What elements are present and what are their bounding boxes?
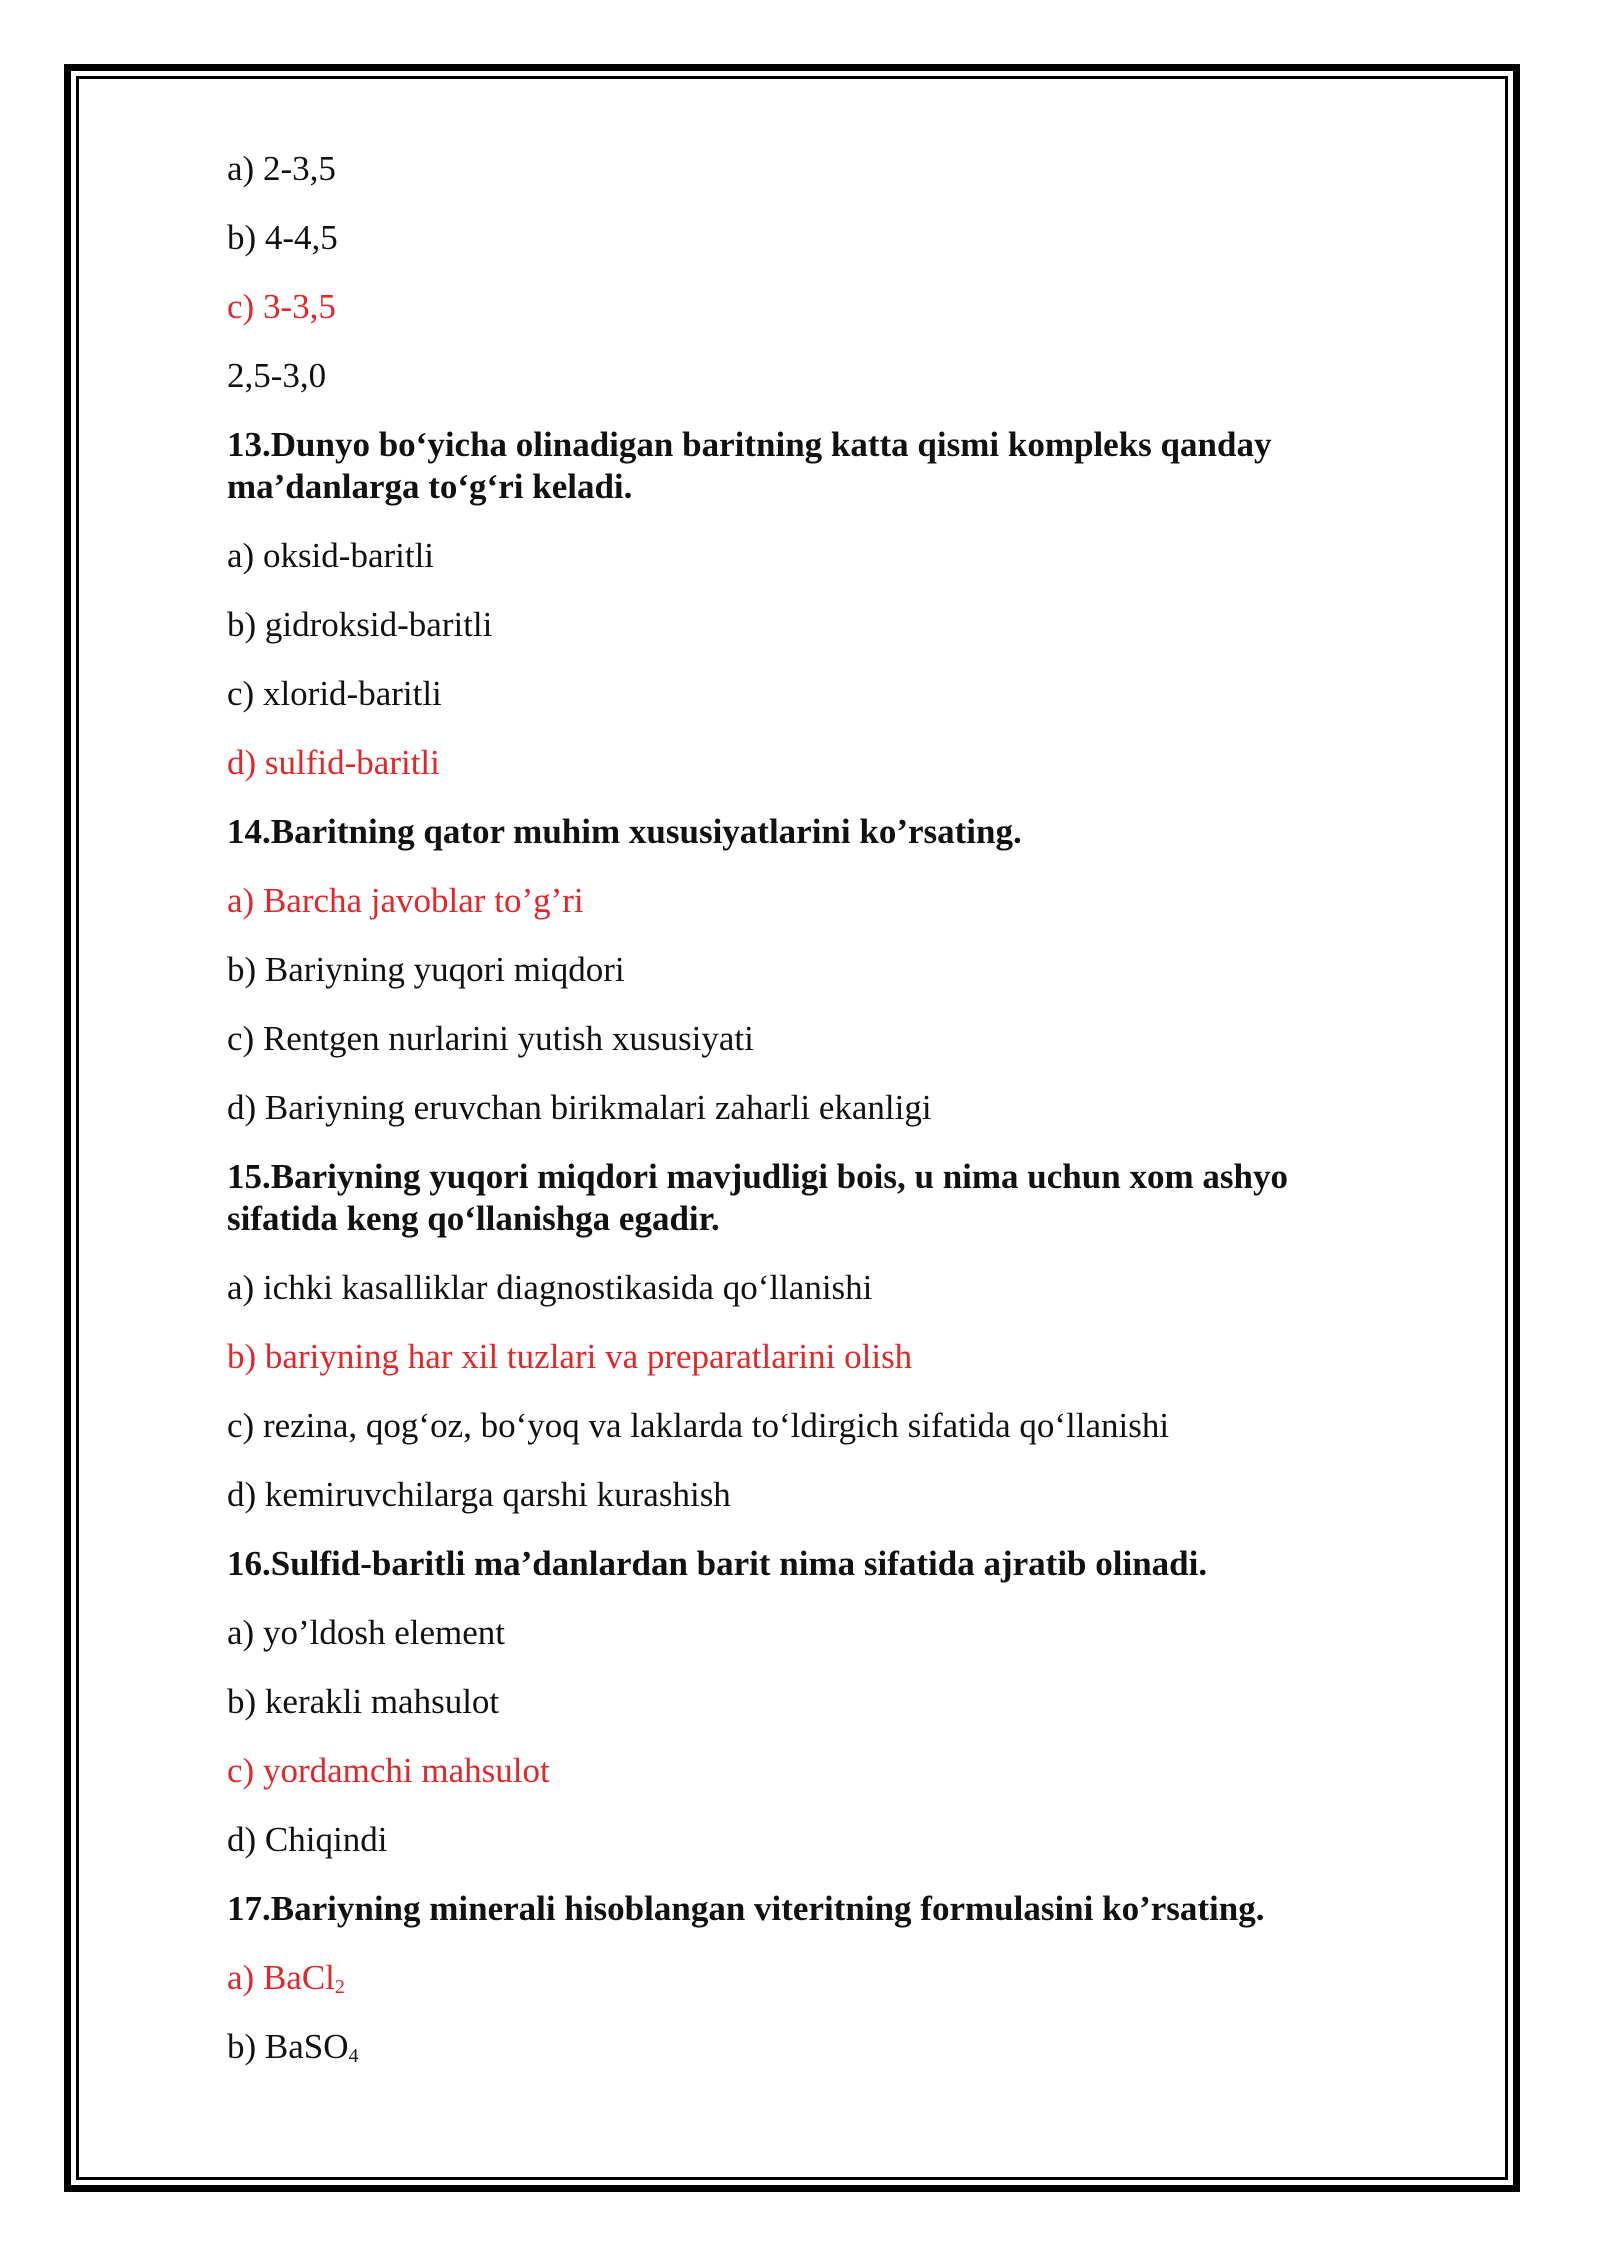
answer-option: c) 3-3,5 bbox=[227, 287, 336, 326]
answer-option: d) kemiruvchilarga qarshi kurashish bbox=[227, 1475, 731, 1514]
formula-subscript: 4 bbox=[348, 2045, 359, 2067]
answer-option: a) yo’ldosh element bbox=[227, 1613, 505, 1652]
answer-option: c) yordamchi mahsulot bbox=[227, 1751, 550, 1790]
question-14: 14.Baritning qator muhim xususiyatlarini ko’rsating. bbox=[227, 812, 1022, 851]
answer-option: c) rezina, qog‘oz, bo‘yoq va laklarda to‘ldirgich sifatida qo‘llanishi bbox=[227, 1406, 1170, 1445]
answer-option: b) kerakli mahsulot bbox=[227, 1682, 500, 1721]
answer-option: b) bariyning har xil tuzlari va preparatlarini olish bbox=[227, 1337, 913, 1376]
answer-option: b) Bariyning yuqori miqdori bbox=[227, 950, 625, 989]
question-15: 15.Bariyning yuqori miqdori mavjudligi bois, u nima uchun xom ashyo sifatida keng qo‘llanishga egadir. bbox=[227, 1157, 1288, 1238]
answer-option: c) Rentgen nurlarini yutish xususiyati bbox=[227, 1019, 754, 1058]
answer-option: b) BaSO$_4$ bbox=[227, 2027, 359, 2067]
answer-option: a) BaCl$_2$ bbox=[227, 1958, 345, 1998]
question-13: 13.Dunyo bo‘yicha olinadigan baritning katta qismi kompleks qanday ma’danlarga to‘g‘ri keladi. bbox=[227, 425, 1272, 506]
question-17: 17.Bariyning minerali hisoblangan viteritning formulasini ko’rsating. bbox=[227, 1889, 1265, 1928]
answer-option: a) oksid-baritli bbox=[227, 536, 435, 575]
answer-option: a) 2-3,5 bbox=[227, 149, 336, 188]
answer-option: a) Barcha javoblar to’g’ri bbox=[227, 881, 584, 920]
answer-option: b) 4-4,5 bbox=[227, 218, 338, 257]
answer-option: a) ichki kasalliklar diagnostikasida qo‘llanishi bbox=[227, 1268, 873, 1307]
formula-subscript: 2 bbox=[334, 1976, 345, 1998]
answer-option: 2,5-3,0 bbox=[227, 356, 327, 395]
quiz-content bbox=[227, 148, 1377, 2095]
answer-option: d) Chiqindi bbox=[227, 1820, 388, 1859]
answer-option: d) Bariyning eruvchan birikmalari zaharli ekanligi bbox=[227, 1088, 932, 1127]
answer-option: b) gidroksid-baritli bbox=[227, 605, 493, 644]
question-16: 16.Sulfid-baritli ma’danlardan barit nima sifatida ajratib olinadi. bbox=[227, 1544, 1208, 1583]
answer-option: c) xlorid-baritli bbox=[227, 674, 442, 713]
answer-option: d) sulfid-baritli bbox=[227, 743, 440, 782]
